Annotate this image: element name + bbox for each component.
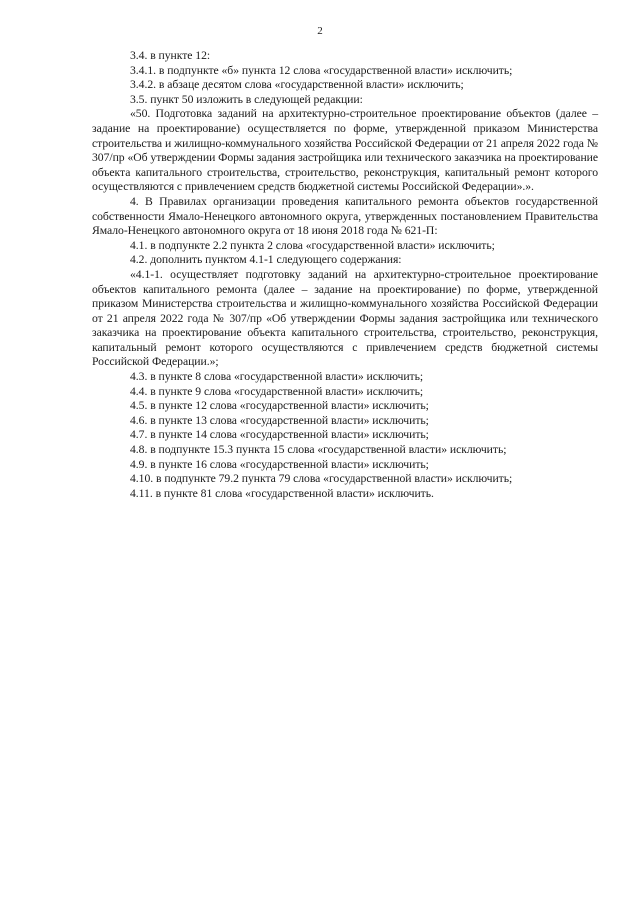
- paragraph-4-1: 4.1. в подпункте 2.2 пункта 2 слова «государственной власти» исключить;: [130, 238, 495, 252]
- paragraph-4-1-1-quote: «4.1-1. осуществляет подготовку заданий на архитектурно-строительное проектирование объектов капитального ремонта (далее – задание на проектирование) по форме, утвержденной приказом Министерства строительства и жилищно-коммунального хозяйства Российской Федерации от 21 апреля 2022 года № 307/пр «Об утверждении Формы задания застройщика или технического заказчика на проектирование объекта капитального строительства, строительство, реконструкция, капитальный ремонт которого осуществляются с привлечением средств бюджетной системы Российской Федерации.»;: [92, 267, 598, 369]
- paragraph-3-4-1: 3.4.1. в подпункте «б» пункта 12 слова «государственной власти» исключить;: [130, 63, 513, 77]
- paragraph-3-5: 3.5. пункт 50 изложить в следующей редакции:: [130, 92, 363, 106]
- paragraph-4-5: 4.5. в пункте 12 слова «государственной власти» исключить;: [130, 399, 429, 413]
- paragraph-4-7: 4.7. в пункте 14 слова «государственной власти» исключить;: [130, 428, 429, 442]
- paragraph-3-4: 3.4. в пункте 12:: [130, 49, 211, 62]
- paragraph-3-4-2: 3.4.2. в абзаце десятом слова «государственной власти» исключить;: [130, 78, 464, 92]
- paragraph-4-10: 4.10. в подпункте 79.2 пункта 79 слова «государственной власти» исключить;: [130, 472, 513, 486]
- paragraph-4: 4. В Правилах организации проведения капитального ремонта объектов государственной собственности Ямало-Ненецкого автономного округа, утвержденных постановлением Правительства Ямало-Ненецкого автономного округа от 18 июня 2018 года № 621-П:: [92, 194, 598, 238]
- paragraph-4-2: 4.2. дополнить пунктом 4.1-1 следующего содержания:: [130, 253, 402, 267]
- paragraph-4-4: 4.4. в пункте 9 слова «государственной власти» исключить;: [130, 384, 424, 398]
- paragraph-4-9: 4.9. в пункте 16 слова «государственной власти» исключить;: [130, 457, 429, 471]
- paragraph-50-quote: «50. Подготовка заданий на архитектурно-строительное проектирование объектов (далее – задание на проектирование) осуществляется по форме, утвержденной приказом Министерства строительства и жилищно-коммунального хозяйства Российской Федерации от 21 апреля 2022 года № 307/пр «Об утверждении Формы задания застройщика или технического заказчика на проектирование объекта капитального строительства, строительство, реконструкция, капитальный ремонт которого осуществляются с привлечением средств бюджетной системы Российской Федерации».».: [92, 107, 598, 194]
- document-body: [92, 49, 598, 501]
- paragraph-4-8: 4.8. в подпункте 15.3 пункта 15 слова «государственной власти» исключить;: [130, 443, 507, 457]
- page-number: 2: [317, 25, 323, 37]
- paragraph-4-11: 4.11. в пункте 81 слова «государственной власти» исключить.: [130, 486, 434, 500]
- paragraph-4-3: 4.3. в пункте 8 слова «государственной власти» исключить;: [130, 370, 424, 384]
- paragraph-4-6: 4.6. в пункте 13 слова «государственной власти» исключить;: [130, 413, 429, 427]
